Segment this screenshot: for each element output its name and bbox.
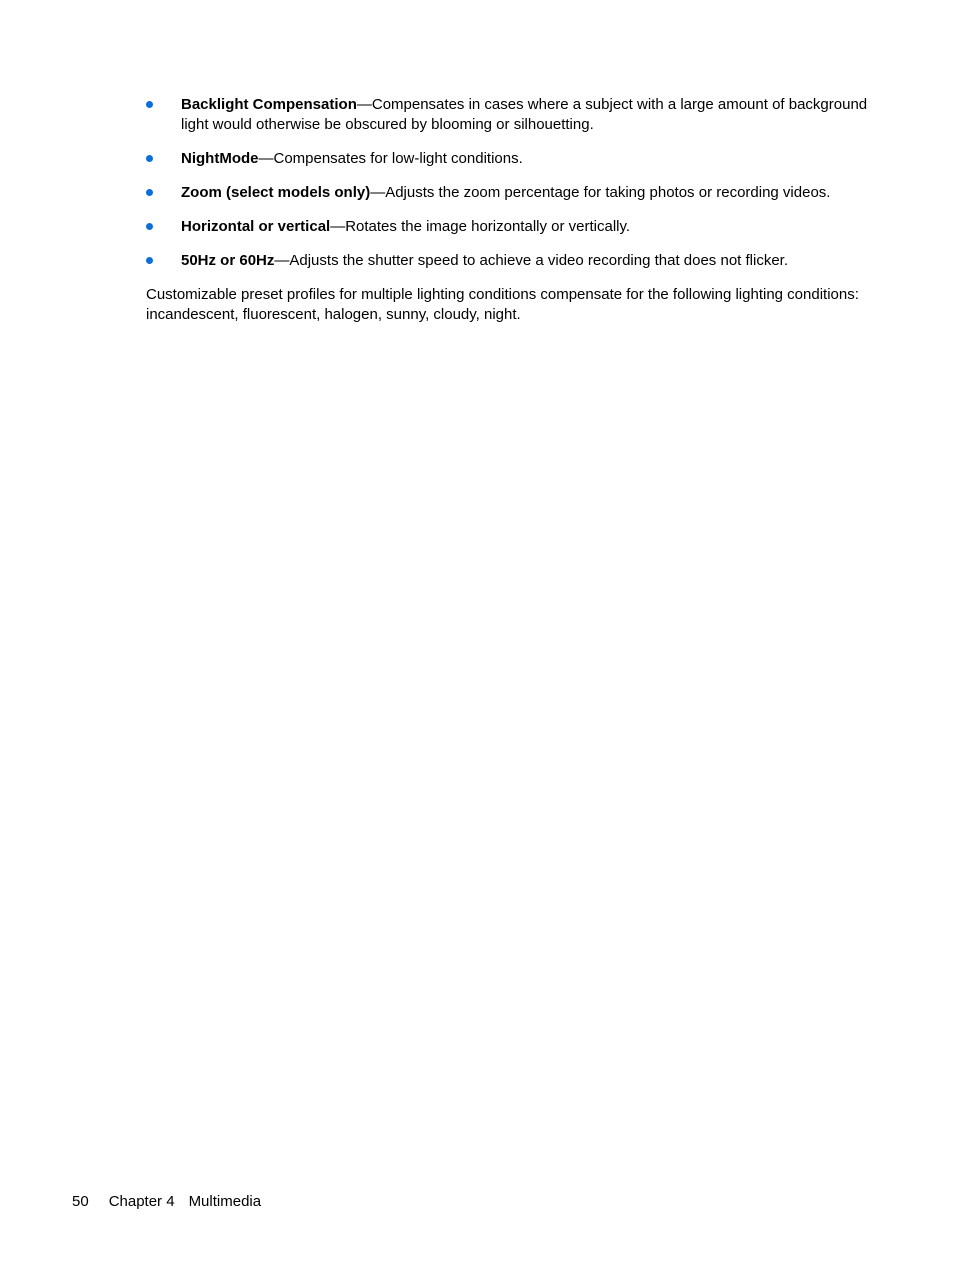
bullet-icon [146, 223, 153, 230]
page-content [146, 95, 886, 325]
item-description: —Adjusts the shutter speed to achieve a video recording that does not flicker. [274, 252, 789, 269]
list-item [146, 149, 886, 169]
item-term: Backlight Compensation [181, 96, 357, 113]
feature-list [146, 95, 886, 271]
item-term: Horizontal or vertical [181, 218, 331, 235]
item-term: NightMode [181, 150, 259, 167]
item-description: —Compensates for low-light conditions. [258, 150, 523, 167]
body-paragraph: Customizable preset profiles for multiple lighting conditions compensate for the following lighting conditions: incandescent, fluorescent, halogen, sunny, cloudy, night. [146, 286, 859, 323]
list-item [146, 251, 886, 271]
list-item [146, 183, 886, 203]
item-term: 50Hz or 60Hz [181, 252, 275, 269]
page-footer [72, 1192, 261, 1212]
item-term: Zoom (select models only) [181, 184, 371, 201]
list-item [146, 217, 886, 237]
item-description: —Adjusts the zoom percentage for taking photos or recording videos. [370, 184, 831, 201]
chapter-label: Chapter 4 [108, 1193, 175, 1210]
bullet-icon [146, 155, 153, 162]
list-item [146, 95, 886, 135]
chapter-title: Multimedia [188, 1193, 262, 1210]
item-description: —Rotates the image horizontally or vertically. [330, 218, 631, 235]
page-number: 50 [72, 1193, 89, 1210]
bullet-icon [146, 101, 153, 108]
bullet-icon [146, 257, 153, 264]
bullet-icon [146, 189, 153, 196]
item-description: —Compensates in cases where a subject with a large amount of background light would otherwise be obscured by blooming or silhouetting. [181, 96, 868, 133]
